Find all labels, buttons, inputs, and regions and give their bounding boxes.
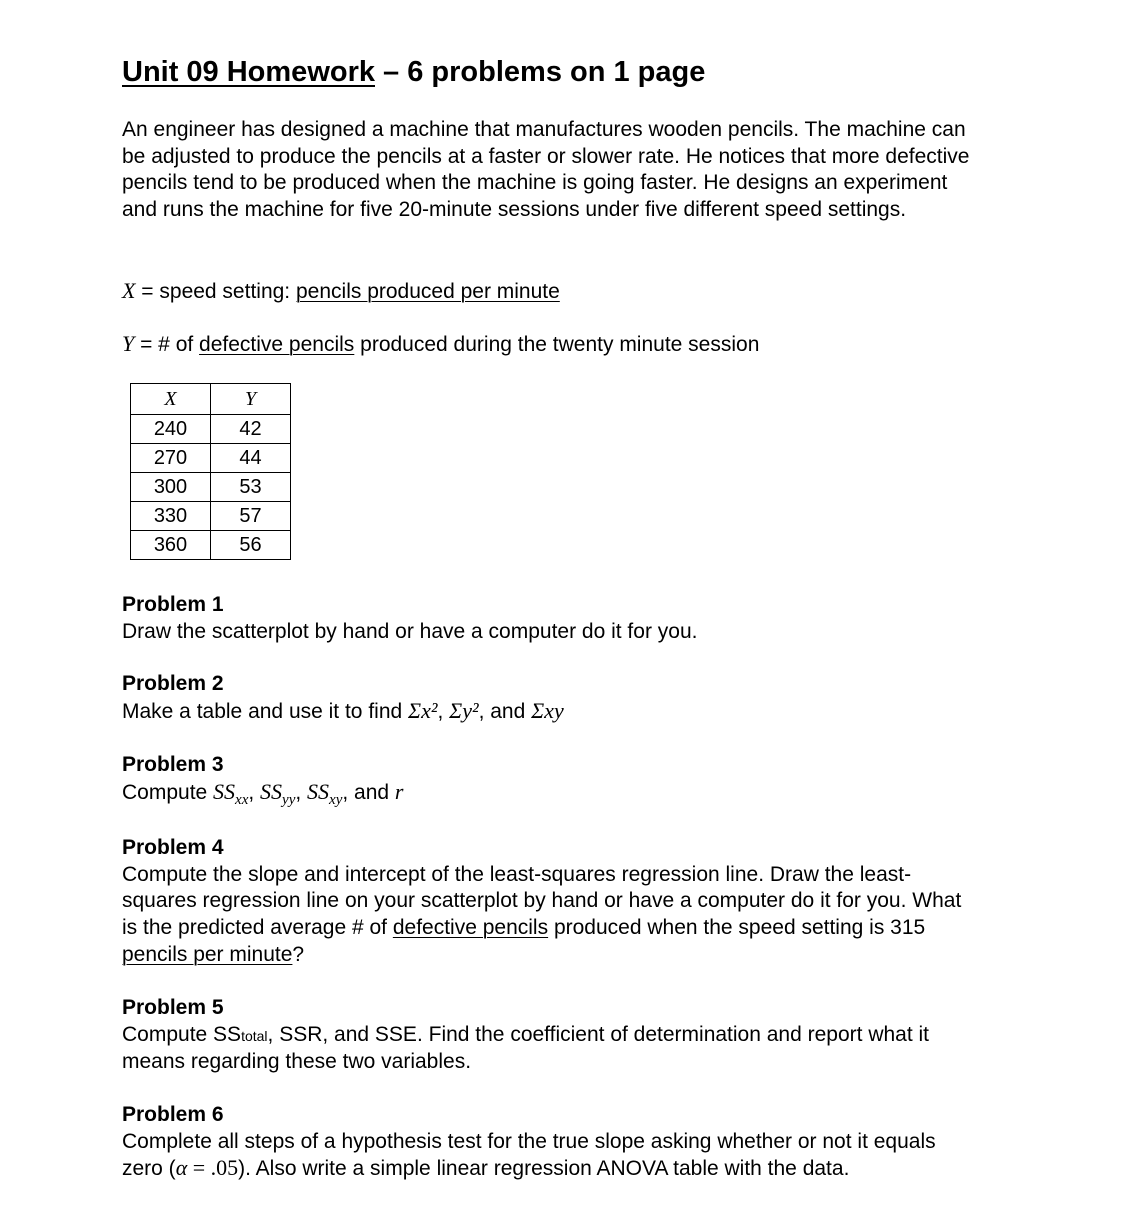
problem-3 xyxy=(122,752,982,813)
sum-y2: Σy² xyxy=(449,697,479,723)
alpha-symbol: α xyxy=(175,1155,188,1181)
y-definition xyxy=(122,331,759,357)
problem-3-comma: , xyxy=(295,780,308,804)
problem-4 xyxy=(122,835,982,969)
table-row xyxy=(131,531,291,560)
table-header-x: X xyxy=(131,384,211,415)
table-cell-y: 42 xyxy=(211,415,291,444)
alpha-value: = .05 xyxy=(187,1155,239,1181)
ss-xy xyxy=(307,778,343,808)
problem-5-text xyxy=(122,1022,982,1076)
sum-x2: Σx² xyxy=(408,697,438,723)
table-header-row xyxy=(131,384,291,415)
problem-2-heading: Problem 2 xyxy=(122,672,224,695)
problem-2-comma: , xyxy=(437,699,450,723)
x-definition xyxy=(122,278,560,304)
problem-5-heading: Problem 5 xyxy=(122,996,224,1019)
y-variable: Y xyxy=(122,331,135,356)
ss-xy-sub: xy xyxy=(329,791,343,808)
sum-xy: Σxy xyxy=(531,697,564,723)
problem-4-lead: Compute the slope and intercept of the least-squares regression line. Draw the least-squares regression line on your scatterplot by hand or have a computer do it for you. What is the predicted average # of xyxy=(122,862,962,940)
x-def-underlined: pencils produced per minute xyxy=(295,280,560,303)
problem-4-mid: produced when the speed setting is 315 xyxy=(548,916,926,940)
table-cell-y: 56 xyxy=(211,531,291,560)
table-cell-y: 53 xyxy=(211,473,291,502)
problem-3-heading: Problem 3 xyxy=(122,753,224,776)
problem-3-text xyxy=(122,779,982,814)
y-def-eq: = # of xyxy=(134,333,200,356)
problem-3-lead: Compute xyxy=(122,780,214,804)
problem-5-pre: Compute SS xyxy=(122,1022,242,1046)
problem-6-pre: Complete all steps of a hypothesis test for the true slope asking whether or not it equals zero ( xyxy=(122,1129,936,1181)
table-cell-x: 330 xyxy=(131,502,211,531)
problem-2-and: , and xyxy=(478,699,532,723)
problem-6-heading: Problem 6 xyxy=(122,1103,224,1126)
problem-3-comma: , xyxy=(248,780,261,804)
problem-4-underline-1: defective pencils xyxy=(392,916,549,940)
ss-xx-sub: xx xyxy=(235,791,249,808)
problem-6-text xyxy=(122,1129,982,1183)
table-row xyxy=(131,473,291,502)
problem-2-lead: Make a table and use it to find xyxy=(122,699,409,723)
table-header-y: Y xyxy=(211,384,291,415)
page-title xyxy=(122,56,705,89)
table-cell-y: 44 xyxy=(211,444,291,473)
table-row xyxy=(131,502,291,531)
problem-4-underline-2: pencils per minute xyxy=(122,942,293,966)
problem-2 xyxy=(122,671,982,725)
problem-1 xyxy=(122,592,982,645)
problem-1-text: Draw the scatterplot by hand or have a computer do it for you. xyxy=(122,619,698,643)
problem-4-text xyxy=(122,862,982,969)
table-row xyxy=(131,444,291,473)
title-rest: – 6 problems on 1 page xyxy=(375,56,706,88)
table-cell-y: 57 xyxy=(211,502,291,531)
intro-paragraph: An engineer has designed a machine that manufactures wooden pencils. The machine can be adjusted to produce the pencils at a faster or slower rate. He notices that more defective pencils tend to be produced when the machine is going faster. He designs an experiment and runs the machine for five 20-minute sessions under five different speed settings. xyxy=(122,118,970,222)
y-def-rest: produced during the twenty minute session xyxy=(354,333,760,356)
table-cell-x: 240 xyxy=(131,415,211,444)
table-cell-x: 300 xyxy=(131,473,211,502)
problem-5-rest: , SSR, and SSE. Find the coefficient of determination and report what it means regarding these two variables. xyxy=(122,1022,930,1074)
problem-6-post: ). Also write a simple linear regression ANOVA table with the data. xyxy=(238,1157,850,1181)
ss-label: SS xyxy=(307,778,330,804)
r-symbol: r xyxy=(394,778,404,804)
problem-6 xyxy=(122,1102,982,1183)
problem-5-sub: total xyxy=(241,1027,268,1044)
x-variable: X xyxy=(122,278,136,303)
ss-yy xyxy=(260,778,296,808)
problem-4-heading: Problem 4 xyxy=(122,836,224,859)
ss-label: SS xyxy=(260,778,283,804)
problem-4-end: ? xyxy=(292,942,305,966)
x-def-eq: = speed setting: xyxy=(135,280,296,303)
ss-label: SS xyxy=(213,778,236,804)
y-def-underlined: defective pencils xyxy=(199,333,355,356)
ss-yy-sub: yy xyxy=(282,791,296,808)
problem-5 xyxy=(122,995,982,1076)
problem-1-heading: Problem 1 xyxy=(122,593,224,616)
problem-2-text xyxy=(122,698,982,726)
ss-xx xyxy=(213,778,249,808)
table-cell-x: 270 xyxy=(131,444,211,473)
table-row xyxy=(131,415,291,444)
problem-3-and: , and xyxy=(342,780,395,804)
title-underlined: Unit 09 Homework xyxy=(122,56,375,88)
data-table xyxy=(130,383,291,560)
table-cell-x: 360 xyxy=(131,531,211,560)
